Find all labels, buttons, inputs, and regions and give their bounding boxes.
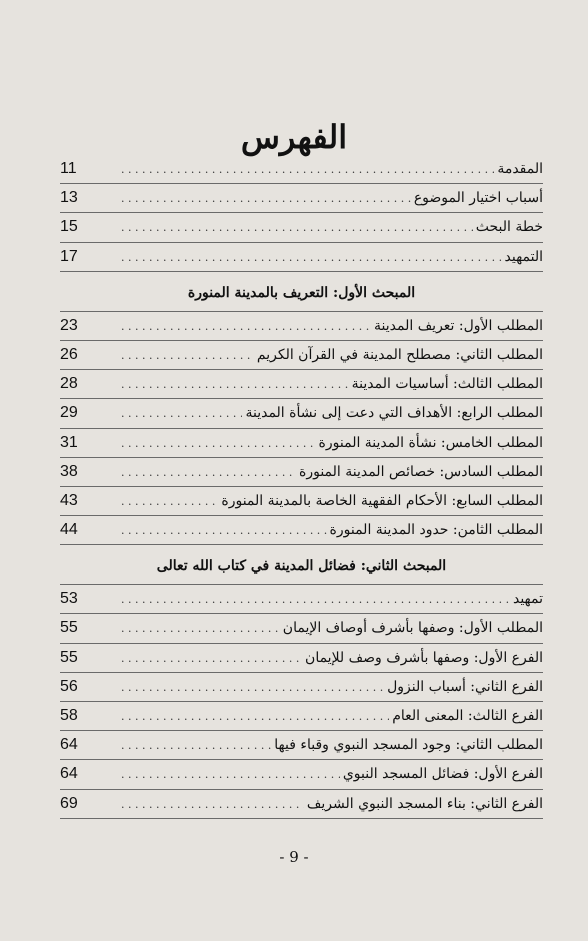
toc-entry-page: 17 <box>60 247 78 265</box>
dot-leader <box>121 466 296 479</box>
toc-entry <box>60 341 543 370</box>
toc-entry-page: 13 <box>60 189 78 207</box>
dot-leader <box>121 681 384 694</box>
toc-entry-label: أسباب اختيار الموضوع <box>413 190 543 207</box>
toc-entry-label: المطلب الثامن: حدود المدينة المنورة <box>329 522 543 539</box>
dot-leader <box>121 251 502 264</box>
toc-entry-label: المطلب الثالث: أساسيات المدينة <box>351 376 543 393</box>
toc-entry <box>60 213 543 242</box>
toc-entry <box>60 585 543 614</box>
dot-leader <box>121 524 327 537</box>
dot-leader <box>121 349 254 362</box>
toc-entry <box>60 516 543 545</box>
section1-heading: المبحث الأول: التعريف بالمدينة المنورة <box>60 272 543 312</box>
toc-entry-label: الفرع الثالث: المعنى العام <box>392 708 543 724</box>
toc-entry-page: 11 <box>60 160 77 177</box>
toc-entry-page: 64 <box>60 736 78 754</box>
toc-entry-page: 38 <box>60 462 78 480</box>
intro-list <box>60 155 543 272</box>
toc-entry-label: المطلب الخامس: نشأة المدينة المنورة <box>318 434 543 451</box>
toc-entry <box>60 702 543 731</box>
toc-entry <box>60 731 543 760</box>
dot-leader <box>121 495 218 508</box>
dot-leader <box>121 378 349 391</box>
toc-entry <box>60 644 543 673</box>
toc-entry <box>60 673 543 702</box>
toc-entry-page: 29 <box>60 404 78 422</box>
toc-entry-label: الفرع الأول: وصفها بأشرف وصف للإيمان <box>305 649 543 666</box>
dot-leader <box>121 798 304 811</box>
toc-entry-page: 56 <box>60 677 78 695</box>
dot-leader <box>121 768 340 781</box>
toc-entry-page: 53 <box>60 590 78 608</box>
toc-entry <box>60 790 543 819</box>
toc-entry-page: 43 <box>60 491 78 509</box>
page-number-footer: - 9 - <box>279 848 309 866</box>
dot-leader <box>121 221 473 234</box>
dot-leader <box>121 652 302 665</box>
toc-entry-label: تمهيد <box>512 591 543 608</box>
toc-entry <box>60 614 543 643</box>
toc-entry-page: 58 <box>60 707 78 724</box>
toc-entry <box>60 312 543 341</box>
toc-entry-page: 44 <box>60 521 78 539</box>
toc-entry <box>60 429 543 458</box>
toc-entry-page: 26 <box>60 345 78 363</box>
toc-entry <box>60 243 543 272</box>
page-title: الفهرس <box>240 118 348 156</box>
dot-leader <box>121 407 242 420</box>
toc-entry-label: الفرع الثاني: بناء المسجد النبوي الشريف <box>306 795 543 812</box>
toc-entry-page: 55 <box>60 648 78 666</box>
toc-entry <box>60 399 543 428</box>
table-of-contents <box>60 155 543 819</box>
toc-entry <box>60 487 543 516</box>
toc-entry-label: الفرع الثاني: أسباب النزول <box>387 678 543 695</box>
dot-leader <box>121 622 280 635</box>
section1-list <box>60 312 543 546</box>
dot-leader <box>121 710 389 723</box>
toc-entry-label: المطلب الأول: وصفها بأشرف أوصاف الإيمان <box>282 620 543 637</box>
toc-entry-label: التمهيد <box>504 248 543 265</box>
dot-leader <box>121 192 411 205</box>
toc-entry-label: الفرع الأول: فضائل المسجد النبوي <box>342 766 543 783</box>
toc-entry-label: المطلب السابع: الأحكام الفقهية الخاصة بالمدينة المنورة <box>221 492 543 509</box>
toc-entry-page: 28 <box>60 375 78 393</box>
toc-entry-page: 23 <box>60 316 78 334</box>
section2-list <box>60 585 543 819</box>
dot-leader <box>121 593 510 606</box>
toc-entry-label: المطلب السادس: خصائص المدينة المنورة <box>298 463 543 480</box>
toc-entry-label: المطلب الثاني: مصطلح المدينة في القرآن الكريم <box>256 346 543 363</box>
toc-entry <box>60 155 543 184</box>
toc-entry-page: 31 <box>60 433 78 451</box>
toc-entry-page: 55 <box>60 619 78 637</box>
toc-entry <box>60 760 543 789</box>
toc-entry-page: 15 <box>60 218 78 236</box>
toc-entry-label: المطلب الأول: تعريف المدينة <box>374 317 543 334</box>
toc-entry-page: 69 <box>60 794 78 812</box>
dot-leader <box>121 739 271 752</box>
toc-entry <box>60 370 543 399</box>
dot-leader <box>121 320 371 333</box>
toc-entry <box>60 458 543 487</box>
section2-heading: المبحث الثاني: فضائل المدينة في كتاب الله تعالى <box>60 545 543 585</box>
toc-entry-label: خطة البحث <box>475 219 543 236</box>
dot-leader <box>121 163 494 176</box>
dot-leader <box>121 437 316 450</box>
toc-entry-label: المقدمة <box>497 161 543 177</box>
toc-entry-page: 64 <box>60 765 78 783</box>
toc-entry <box>60 184 543 213</box>
toc-entry-label: المطلب الرابع: الأهداف التي دعت إلى نشأة المدينة <box>245 405 543 422</box>
toc-entry-label: المطلب الثاني: وجود المسجد النبوي وقباء فيها <box>274 737 543 754</box>
